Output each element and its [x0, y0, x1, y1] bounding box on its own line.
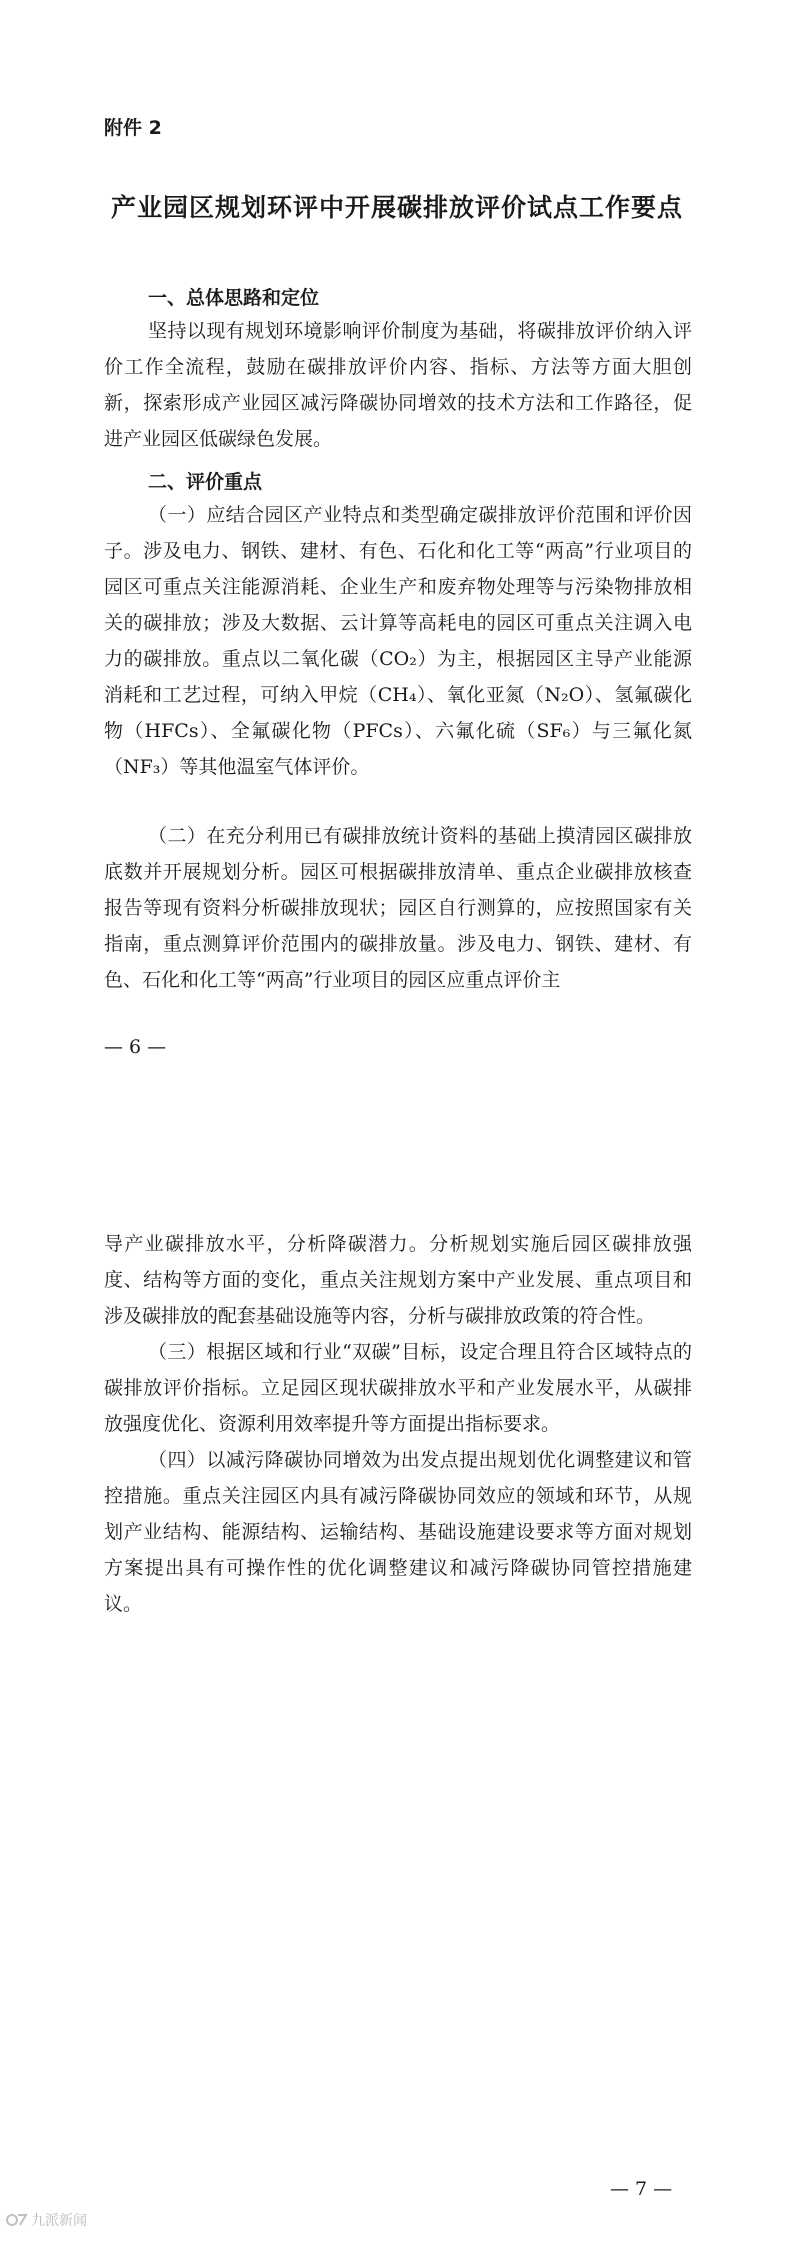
document-title: 产业园区规划环评中开展碳排放评价试点工作要点: [110, 193, 683, 222]
item3-paragraph: （三）根据区域和行业“双碳”目标，设定合理且符合区域特点的碳排放评价指标。立足园区现状碳排放水平和产业发展水平，从碳排放强度优化、资源利用效率提升等方面提出指标要求。: [104, 1341, 692, 1435]
section1-paragraph: 坚持以现有规划环境影响评价制度为基础，将碳排放评价纳入评价工作全流程，鼓励在碳排放评价内容、指标、方法等方面大胆创新，探索形成产业园区减污降碳协同增效的技术方法和工作路径，促进产业园区低碳绿色发展。: [104, 320, 692, 450]
item4-paragraph: （四）以减污降碳协同增效为出发点提出规划优化调整建议和管控措施。重点关注园区内具有减污降碳协同效应的领域和环节，从规划产业结构、能源结构、运输结构、基础设施建设要求等方面对规划方案提出具有可操作性的优化调整建议和减污降碳协同管控措施建议。: [104, 1449, 692, 1615]
item2-paragraph-part1: （二）在充分利用已有碳排放统计资料的基础上摸清园区碳排放底数并开展规划分析。园区可根据碳排放清单、重点企业碳排放核查报告等现有资料分析碳排放现状；园区自行测算的，应按照国家有关指南，重点测算评价范围内的碳排放量。涉及电力、钢铁、建材、有色、石化和化工等“两高”行业项目的园区应重点评价主: [104, 825, 692, 991]
page-number-6: — 6 —: [104, 1036, 167, 1058]
item2-paragraph-part2: 导产业碳排放水平，分析降碳潜力。分析规划实施后园区碳排放强度、结构等方面的变化，重点关注规划方案中产业发展、重点项目和涉及碳排放的配套基础设施等内容，分析与碳排放政策的符合性。: [104, 1233, 692, 1327]
section2-heading: 二、评价重点: [148, 471, 263, 493]
watermark: [6, 2210, 87, 2230]
attachment-label: 附件 2: [104, 117, 162, 139]
section1-heading: 一、总体思路和定位: [148, 287, 320, 309]
page-7: [0, 1123, 794, 2246]
page-number-7: — 7 —: [610, 2178, 673, 2200]
watermark-logo-icon: [6, 2212, 28, 2228]
watermark-text: 九派新闻: [31, 2213, 87, 2229]
item1-paragraph: （一）应结合园区产业特点和类型确定碳排放评价范围和评价因子。涉及电力、钢铁、建材、有色、石化和化工等“两高”行业项目的园区可重点关注能源消耗、企业生产和废弃物处理等与污染物排放相关的碳排放；涉及大数据、云计算等高耗电的园区可重点关注调入电力的碳排放。重点以二氧化碳（CO₂）为主，根据园区主导产业能源消耗和工艺过程，可纳入甲烷（CH₄）、氧化亚氮（N₂O）、氢氟碳化物（HFCs）、全氟碳化物（PFCs）、六氟化硫（SF₆）与三氟化氮（NF₃）等其他温室气体评价。: [104, 504, 692, 778]
